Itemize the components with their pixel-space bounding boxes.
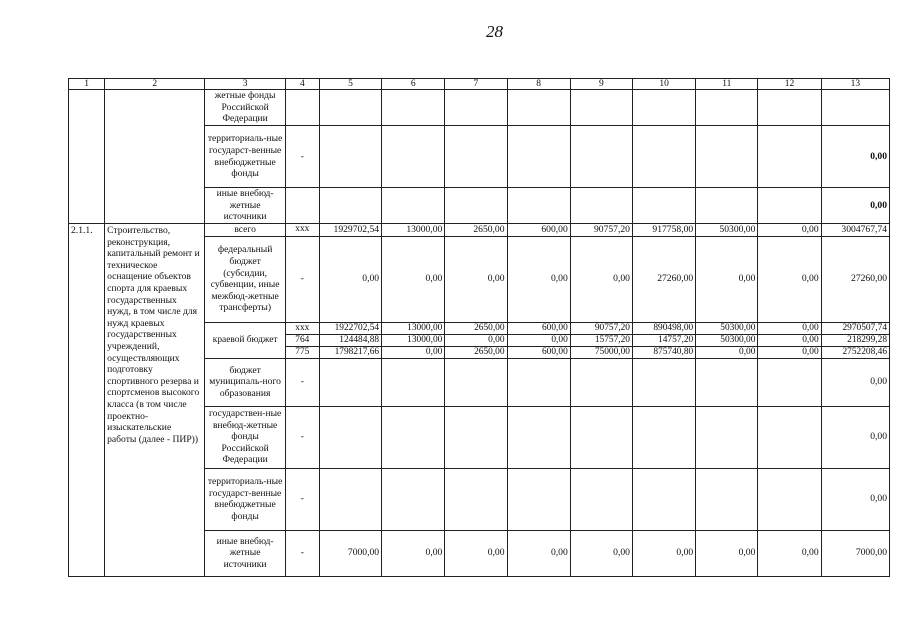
col-header: 2 — [105, 79, 205, 90]
source-cell: иные внебюд-жетные источники — [205, 188, 285, 224]
value-cell: 917758,00 — [632, 224, 695, 237]
col-header: 13 — [821, 79, 889, 90]
col-header: 9 — [570, 79, 632, 90]
value-cell: 0,00 — [696, 530, 758, 576]
value-cell: 0,00 — [570, 236, 632, 322]
source-cell: государствен-ные внебюд-жетные фонды Российской Федерации — [205, 406, 285, 468]
col-header: 6 — [382, 79, 445, 90]
page-number: 28 — [486, 22, 503, 41]
value-cell: 1922702,54 — [319, 322, 381, 334]
value-cell: 13000,00 — [382, 224, 445, 237]
value-cell: 1929702,54 — [319, 224, 381, 237]
value-cell: 0,00 — [382, 346, 445, 358]
value-cell: 0,00 — [445, 334, 507, 346]
value-cell: 600,00 — [507, 346, 570, 358]
value-cell: 0,00 — [319, 236, 381, 322]
value-cell: 0,00 — [758, 346, 821, 358]
value-cell: 90757,20 — [570, 322, 632, 334]
col-header: 8 — [507, 79, 570, 90]
total-cell: 0,00 — [821, 188, 889, 224]
code-cell: xxx — [285, 224, 319, 237]
value-cell: 50300,00 — [696, 334, 758, 346]
col-header: 5 — [319, 79, 381, 90]
value-cell: 218299,28 — [821, 334, 889, 346]
value-cell: 50300,00 — [696, 224, 758, 237]
source-cell: территориаль-ные государст-венные внебюджетные фонды — [205, 468, 285, 530]
value-cell: 0,00 — [507, 334, 570, 346]
col-header: 11 — [696, 79, 758, 90]
value-cell: 1798217,66 — [319, 346, 381, 358]
value-cell: 0,00 — [507, 236, 570, 322]
value-cell: 0,00 — [758, 322, 821, 334]
value-cell: 3004767,74 — [821, 224, 889, 237]
value-cell: 0,00 — [445, 530, 507, 576]
col-header: 7 — [445, 79, 507, 90]
value-cell: 13000,00 — [382, 322, 445, 334]
value-cell: 2650,00 — [445, 346, 507, 358]
source-cell: иные внебюд-жетные источники — [205, 530, 285, 576]
budget-table — [68, 78, 890, 577]
value-cell: 7000,00 — [821, 530, 889, 576]
value-cell: 890498,00 — [632, 322, 695, 334]
value-cell: 0,00 — [445, 236, 507, 322]
value-cell: 2970507,74 — [821, 322, 889, 334]
value-cell: 2650,00 — [445, 224, 507, 237]
source-cell: краевой бюджет — [205, 322, 285, 358]
code-cell: xxx — [285, 322, 319, 334]
value-cell: 13000,00 — [382, 334, 445, 346]
cell-empty — [105, 90, 205, 224]
source-cell: жетные фонды Российской Федерации — [205, 90, 285, 126]
value-cell: 27260,00 — [821, 236, 889, 322]
item-number: 2.1.1. — [69, 224, 105, 577]
total-cell: 0,00 — [821, 358, 889, 406]
item-name: Строительство, реконструкция, капитальный ремонт и техническое оснащение объектов спорта для краевых государственных нужд, в том числе для нужд краевых государственных учреждений, осуществляющих подготовку спортивного резерва и спортсменов высокого класса (в том числе проектно-изыскательские работы (далее - ПИР)) — [105, 224, 205, 577]
source-cell: федеральный бюджет (субсидии, субвенции, иные межбюд-жетные трансферты) — [205, 236, 285, 322]
col-header: 12 — [758, 79, 821, 90]
table-row — [69, 224, 890, 237]
code-cell: 775 — [285, 346, 319, 358]
value-cell: 600,00 — [507, 322, 570, 334]
value-cell: 50300,00 — [696, 322, 758, 334]
col-header: 10 — [632, 79, 695, 90]
value-cell: 0,00 — [696, 236, 758, 322]
col-header: 1 — [69, 79, 105, 90]
value-cell: 0,00 — [382, 530, 445, 576]
total-cell: 0,00 — [821, 468, 889, 530]
value-cell: 0,00 — [758, 334, 821, 346]
value-cell: 0,00 — [382, 236, 445, 322]
value-cell: 90757,20 — [570, 224, 632, 237]
source-cell: территориаль-ные государст-венные внебюджетные фонды — [205, 126, 285, 188]
total-cell: 0,00 — [821, 406, 889, 468]
value-cell: 0,00 — [696, 346, 758, 358]
value-cell: 0,00 — [758, 530, 821, 576]
code-cell: - — [285, 406, 319, 468]
value-cell: 75000,00 — [570, 346, 632, 358]
value-cell: 124484,88 — [319, 334, 381, 346]
table-row — [69, 90, 890, 126]
value-cell: 27260,00 — [632, 236, 695, 322]
value-cell: 2650,00 — [445, 322, 507, 334]
value-cell: 875740,80 — [632, 346, 695, 358]
value-cell: 2752208,46 — [821, 346, 889, 358]
value-cell: 0,00 — [632, 530, 695, 576]
value-cell: 14757,20 — [632, 334, 695, 346]
cell-empty — [69, 90, 105, 224]
total-cell: 0,00 — [821, 126, 889, 188]
code-cell: - — [285, 126, 319, 188]
value-cell: 15757,20 — [570, 334, 632, 346]
value-cell: 0,00 — [758, 224, 821, 237]
value-cell: 0,00 — [758, 236, 821, 322]
value-cell: 0,00 — [507, 530, 570, 576]
value-cell: 7000,00 — [319, 530, 381, 576]
column-number-row — [69, 79, 890, 90]
code-cell: - — [285, 236, 319, 322]
code-cell: - — [285, 358, 319, 406]
code-cell: - — [285, 530, 319, 576]
col-header: 3 — [205, 79, 285, 90]
code-cell: - — [285, 468, 319, 530]
code-cell: 764 — [285, 334, 319, 346]
col-header: 4 — [285, 79, 319, 90]
value-cell: 0,00 — [570, 530, 632, 576]
value-cell: 600,00 — [507, 224, 570, 237]
source-cell: бюджет муниципаль-ного образования — [205, 358, 285, 406]
source-cell: всего — [205, 224, 285, 237]
